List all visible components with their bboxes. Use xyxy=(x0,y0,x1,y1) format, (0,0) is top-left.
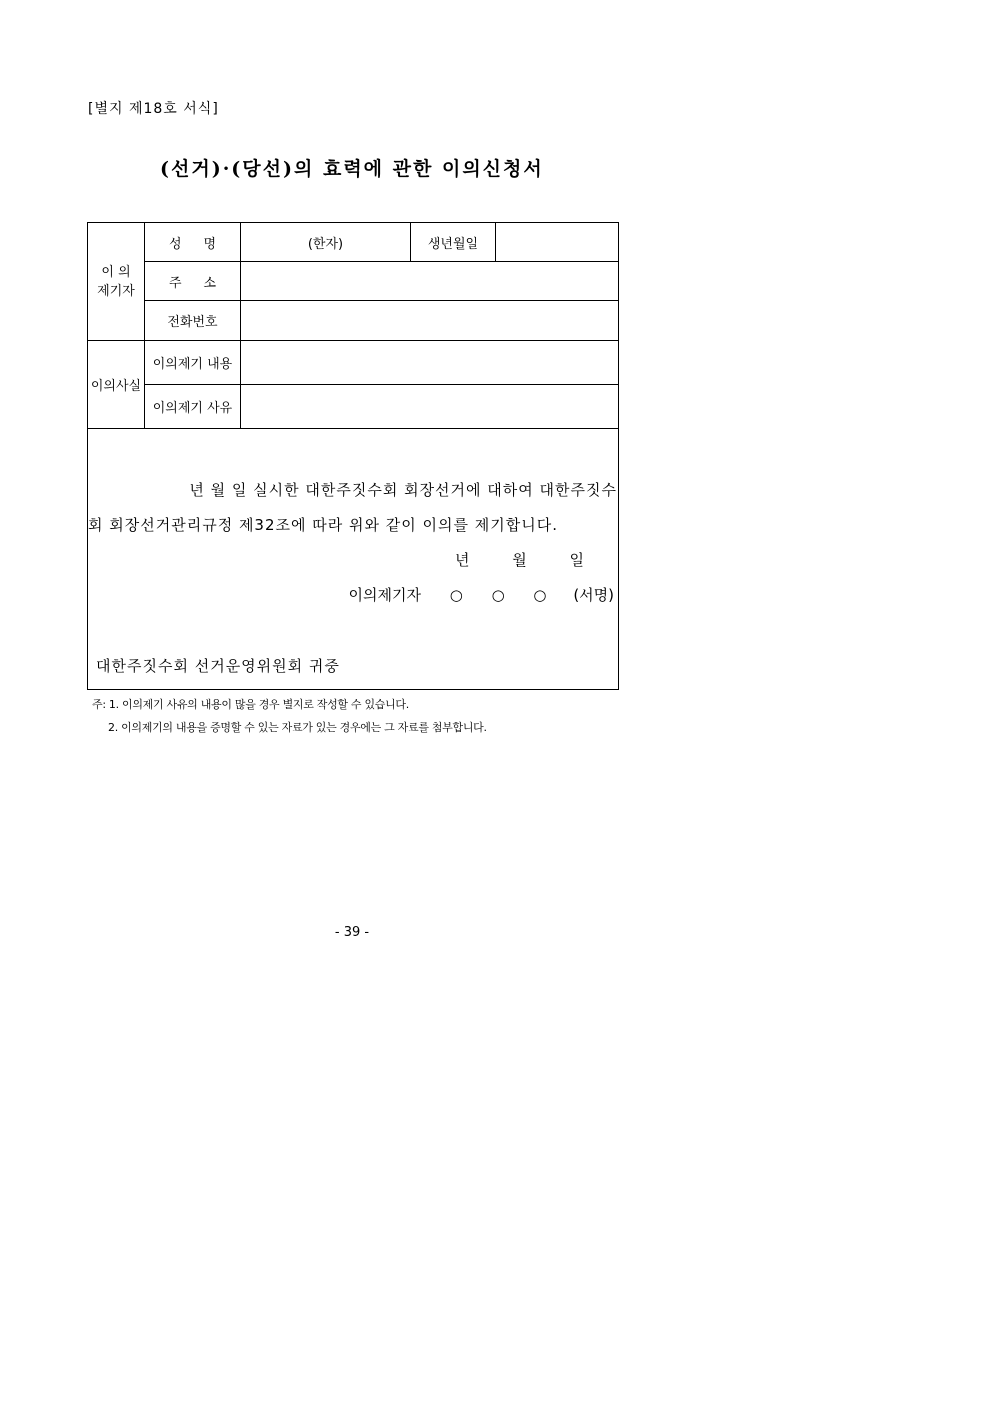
name-label: 성명 xyxy=(168,236,239,252)
statement-date: 년 월 일 xyxy=(454,551,584,569)
signer-label: 이의제기자 xyxy=(348,586,421,604)
objector-group-line2: 제기자 xyxy=(97,283,135,299)
fact-group-label-cell xyxy=(88,341,145,429)
signature-line xyxy=(338,584,614,605)
phone-label: 전화번호 xyxy=(167,315,218,330)
birth-label: 생년월일 xyxy=(427,236,479,252)
content-label: 이의제기 내용 xyxy=(152,357,233,372)
signer-name: ○ ○ ○ xyxy=(449,586,559,604)
phone-label-cell xyxy=(145,301,241,341)
address-label-cell xyxy=(145,262,241,301)
address-label: 주소 xyxy=(168,275,239,291)
signature-mark: (서명) xyxy=(573,586,614,604)
page-title: (선거)·(당선)의 효력에 관한 이의신청서 xyxy=(160,158,544,180)
note-1: 주: 1. 이의제기 사유의 내용이 많을 경우 별지로 작성할 수 있습니다. xyxy=(92,698,409,711)
hanja-label: (한자) xyxy=(307,236,344,252)
reason-input-cell[interactable] xyxy=(241,385,619,429)
name-label-cell xyxy=(145,223,241,262)
form-reference: [별지 제18호 서식] xyxy=(88,101,219,117)
phone-input-cell[interactable] xyxy=(241,301,619,341)
statement-line-1: 년 월 일 실시한 대한주짓수회 회장선거에 대하여 대한주짓수 xyxy=(189,481,617,499)
content-label-cell xyxy=(145,341,241,385)
address-input-cell[interactable] xyxy=(241,262,619,301)
objector-group-label xyxy=(88,223,145,341)
name-input-cell[interactable] xyxy=(241,223,411,262)
birth-input-cell[interactable] xyxy=(496,223,619,262)
page-number: - 39 - xyxy=(334,925,370,940)
reason-label: 이의제기 사유 xyxy=(152,401,233,416)
addressee: 대한주짓수회 선거운영위원회 귀중 xyxy=(96,657,340,675)
reason-label-cell xyxy=(145,385,241,429)
birth-label-cell xyxy=(411,223,496,262)
objection-form-table xyxy=(87,222,619,690)
fact-group-label: 이의사실 xyxy=(90,379,142,394)
statement-cell xyxy=(88,429,619,690)
statement-line-2: 회 회장선거관리규정 제32조에 따라 위와 같이 이의를 제기합니다. xyxy=(88,516,558,534)
content-input-cell[interactable] xyxy=(241,341,619,385)
note-2: 2. 이의제기의 내용을 증명할 수 있는 자료가 있는 경우에는 그 자료를 첨부합니다. xyxy=(108,721,487,734)
objector-group-line1: 이 의 xyxy=(101,264,131,280)
